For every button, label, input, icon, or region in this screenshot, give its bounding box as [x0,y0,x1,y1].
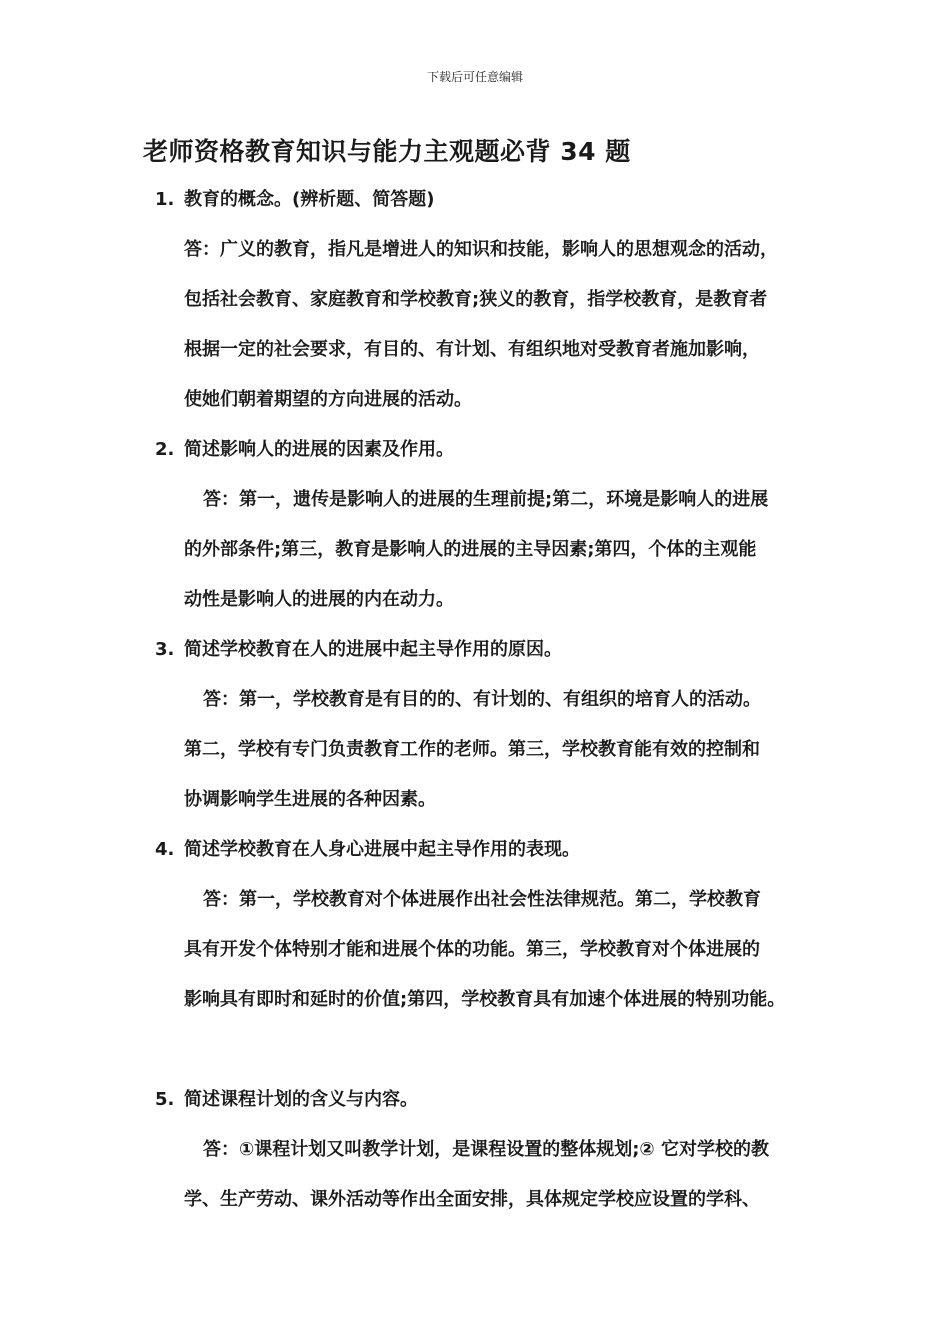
question-number: 1. [155,189,175,210]
question-number: 3. [155,639,175,660]
answer-line: 协调影响学生进展的各种因素。 [184,789,436,810]
answer-5 [184,1135,824,1235]
question-number: 5. [155,1089,175,1110]
blank-line [0,1035,950,1085]
answer-line: 答：①课程计划又叫教学计划，是课程设置的整体规划;② 它对学校的教 [203,1139,769,1160]
answer-line: 根据一定的社会要求，有目的、有计划、有组织地对受教育者施加影响， [184,339,760,360]
answer-line: 答：第一，学校教育对个体进展作出社会性法律规范。第二，学校教育 [203,889,761,910]
answer-line: 包括社会教育、家庭教育和学校教育;狭义的教育，指学校教育，是教育者 [184,289,768,310]
answer-3 [184,685,824,835]
answer-line: 答：第一，学校教育是有目的的、有计划的、有组织的培育人的活动。 [203,689,761,710]
answer-line: 动性是影响人的进展的内在动力。 [184,589,454,610]
answer-line: 第二，学校有专门负责教育工作的老师。第三，学校教育能有效的控制和 [184,739,760,760]
answer-line: 学、生产劳动、课外活动等作出全面安排，具体规定学校应设置的学科、 [184,1189,760,1210]
answer-line: 影响具有即时和延时的价值;第四，学校教育具有加速个体进展的特别功能。 [184,989,786,1010]
question-3 [0,635,950,685]
answer-4 [184,885,824,1035]
question-2 [0,435,950,485]
question-1 [0,185,950,235]
answer-2 [184,485,824,635]
question-number: 2. [155,439,175,460]
question-text: 简述学校教育在人身心进展中起主导作用的表现。 [184,839,580,860]
answer-line: 使她们朝着期望的方向进展的活动。 [184,389,472,410]
question-text: 简述学校教育在人的进展中起主导作用的原因。 [184,639,562,660]
answer-line: 的外部条件;第三，教育是影响人的进展的主导因素;第四，个体的主观能 [184,539,757,560]
question-text: 简述影响人的进展的因素及作用。 [184,439,454,460]
question-number: 4. [155,839,175,860]
qa-list [0,185,950,1235]
answer-line: 答：第一，遗传是影响人的进展的生理前提;第二，环境是影响人的进展 [203,489,769,510]
question-text: 教育的概念。(辨析题、简答题) [184,189,435,210]
question-5 [0,1085,950,1135]
header-note: 下载后可任意编辑 [426,70,523,84]
answer-line: 答：广义的教育，指凡是增进人的知识和技能，影响人的思想观念的活动， [184,239,778,260]
question-4 [0,835,950,885]
answer-line: 具有开发个体特别才能和进展个体的功能。第三，学校教育对个体进展的 [184,939,760,960]
question-text: 简述课程计划的含义与内容。 [184,1089,418,1110]
answer-1 [184,235,824,435]
document-title: 老师资格教育知识与能力主观题必背 34 题 [143,137,631,166]
